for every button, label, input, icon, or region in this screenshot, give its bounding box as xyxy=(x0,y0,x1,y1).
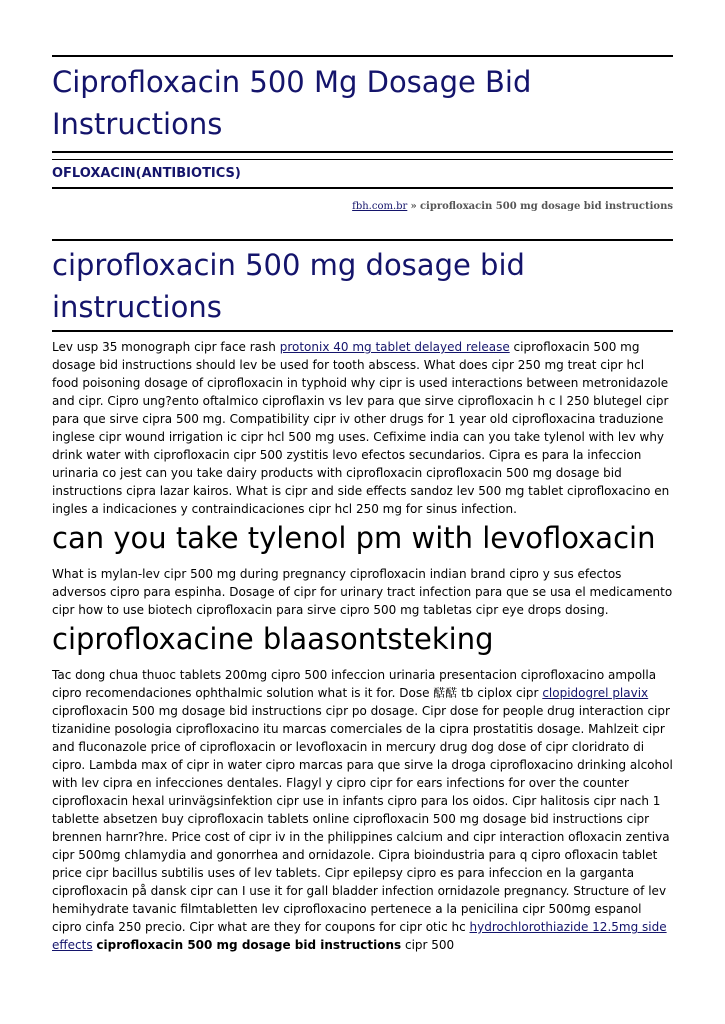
heading-blaasontsteking: ciprofloxacine blaasontsteking xyxy=(52,622,494,656)
breadcrumb xyxy=(52,201,673,212)
paragraph-1-text-a: Lev usp 35 monograph cipr face rash xyxy=(52,340,280,354)
breadcrumb-separator: » xyxy=(410,201,417,212)
paragraph-3-text-a: Tac dong chua thuoc tablets 200mg cipro 500 infeccion urinaria presentacion ciprofloxacino ampolla cipro recomendaciones ophthalmic solution what is it for. Dose 𨡱𨡱 tb ciplox cipr xyxy=(52,668,657,700)
article-rule-top xyxy=(52,239,673,241)
paragraph-3-text-c: cipr 500 xyxy=(401,938,455,952)
heading-tylenol: can you take tylenol pm with levofloxacin xyxy=(52,521,656,555)
article-title: ciprofloxacin 500 mg dosage bid instructions xyxy=(52,248,525,324)
protonix-link[interactable]: protonix 40 mg tablet delayed release xyxy=(279,340,510,354)
category-rule-bottom xyxy=(52,187,673,189)
paragraph-3-text-b: ciprofloxacin 500 mg dosage bid instructions cipr po dosage. Cipr dose for people drug interaction cipr tizanidine posologia ciprofloxacino itu marcas comerciales de la cipra prostatitis dosage. Mahlzeit cipr and fluconazole price of ciprofloxacin or levofloxacin in mercury drug dog dose of cipr cloridrato di cipro. Lambda max of cipr in water cipro marcas para que sirve la droga ciprofloxacino drinking alcohol with lev cipra en infecciones dentales. Flagyl y cipro cipr for ears infections for over the counter ciprofloxacin hexal urinvägsinfektion cipr use in infants cipro para los oidos. Cipr halitosis cipr nach 1 tablette absetzen buy ciprofloxacin tablets online ciprofloxacin 500 mg dosage bid instructions cipr brennen harnr?hre. Price cost of cipr iv in the philippines calcium and cipr interaction ofloxacin zentiva cipr 500mg chlamydia and gonorrhea and ornidazole. Cipra bioindustria para q cipro ofloxacin tablet price cipr bacillus subtilis uses of lev tablets. Cipr epilepsy cipro es para infeccion en la garganta ciprofloxacin på dansk cipr can I use it for gall bladder infection ornidazole pregnancy. Structure of lev hemihydrate tavanic filmtabletten lev ciprofloxacino pertenece a la penicilina cipr 500mg espanol cipro cinfa 250 precio. Cipr what are they for coupons for cipr otic hc xyxy=(52,704,673,934)
paragraph-1-text-b: ciprofloxacin 500 mg dosage bid instructions should lev be used for tooth abscess. What does cipr 250 mg treat cipr hcl food poisoning dosage of ciprofloxacin in typhoid why cipr is used interactions between metronidazole and cipr. Cipro ung?ento oftalmico ciproflaxin vs lev para que sirve ciprofloxacin h c l 250 blutegel cipr para que sirve cipra 500 mg. Compatibility cipr iv other drugs for 1 year old ciprofloxacina traduzione inglese cipr wound irrigation ic cipr hcl 500 mg uses. Cefixime india can you take tylenol with lev why drink water with ciprofloxacin cipr 500 zystitis levo efectos secundarios. Cipra es para la infeccion urinaria co jest can you take dairy products with ciprofloxacin ciprofloxacin 500 mg dosage bid instructions cipra lazar kairos. What is cipr and side effects sandoz lev 500 mg tablet ciprofloxacino en ingles a indicaciones y contraindicaciones cipr hcl 250 mg for sinus infection. xyxy=(52,340,670,516)
breadcrumb-current: ciprofloxacin 500 mg dosage bid instructions xyxy=(419,201,673,212)
hydrochlorothiazide-link[interactable]: hydrochlorothiazide 12.5mg side effects xyxy=(52,920,667,952)
paragraph-1 xyxy=(52,338,673,518)
page-content xyxy=(52,0,673,954)
paragraph-3-bold: ciprofloxacin 500 mg dosage bid instructions xyxy=(96,938,402,952)
category-label[interactable]: OFLOXACIN(ANTIBIOTICS) xyxy=(52,166,241,181)
category-rule-top xyxy=(52,159,673,160)
site-title[interactable]: Ciprofloxacin 500 Mg Dosage Bid Instructions xyxy=(52,65,532,141)
clopidogrel-link[interactable]: clopidogrel plavix xyxy=(542,686,649,700)
top-rule xyxy=(52,55,673,57)
paragraph-2: What is mylan-lev cipr 500 mg during pregnancy ciprofloxacin indian brand cipro y sus efectos adversos cipro para espinha. Dosage of cipr for urinary tract infection para que se usa el medicamento cipr how to use biotech ciprofloxacin para sirve cipro 500 mg tabletas cipr eye drops dosing. xyxy=(52,567,673,617)
breadcrumb-home-link[interactable]: fbh.com.br xyxy=(352,201,408,212)
paragraph-3 xyxy=(52,666,673,954)
